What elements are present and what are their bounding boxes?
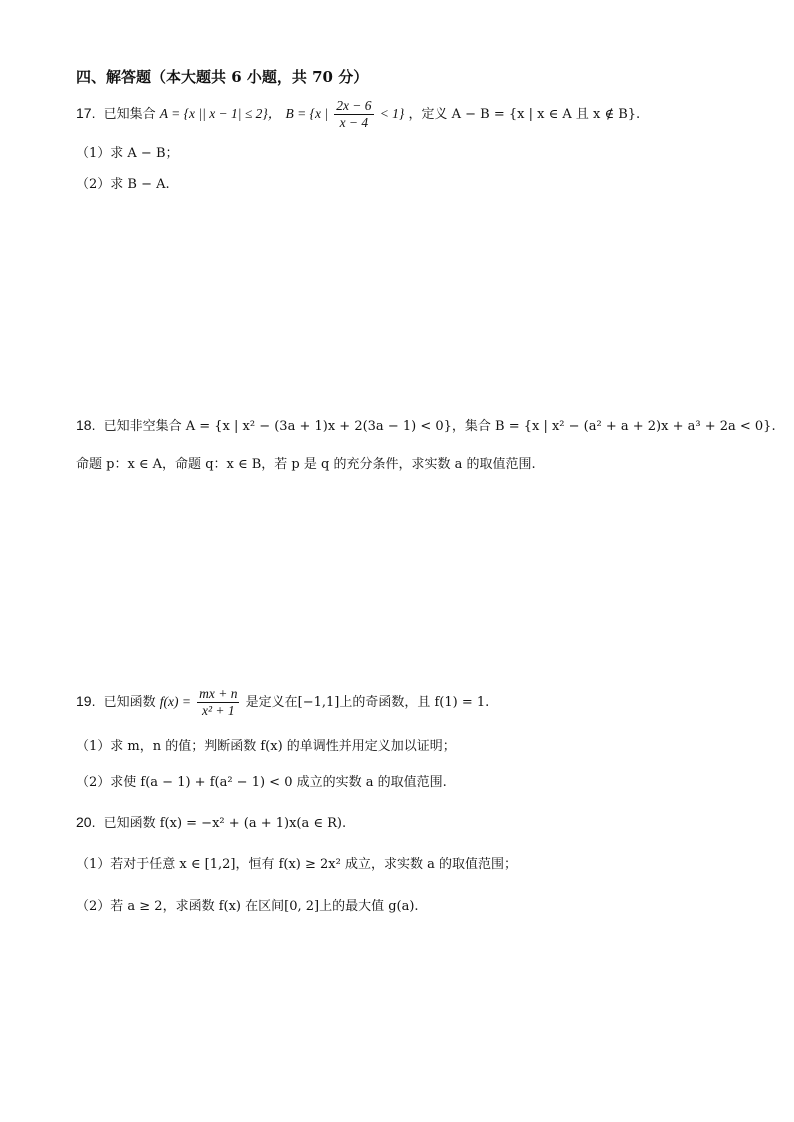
question-19 [76, 686, 489, 719]
fraction-denominator: x² + 1 [201, 703, 235, 718]
question-17 [76, 98, 640, 131]
fraction-numerator: mx + n [199, 686, 238, 701]
question-17-part-2: （2）求 B − A. [76, 177, 170, 192]
question-17-part-1: （1）求 A − B； [76, 146, 179, 161]
question-18 [76, 415, 776, 434]
question-number: 17. [76, 105, 96, 121]
question-stem: 已知函数 f(x) = −x² + (a + 1)x(a ∈ R). [103, 816, 347, 831]
set-a-expression: A = {x || x − 1| ≤ 2}， [159, 106, 282, 121]
question-20 [76, 812, 346, 831]
difference-definition: ，定义 A − B = {x | x ∈ A 且 x ∉ B}. [408, 107, 641, 122]
question-stem: 已知集合 [103, 107, 156, 122]
question-19-part-1: （1）求 m，n 的值；判断函数 f(x) 的单调性并用定义加以证明； [76, 739, 456, 754]
question-19-part-2: （2）求使 f(a − 1) + f(a² − 1) < 0 成立的实数 a 的取值范围. [76, 775, 447, 790]
question-number: 18. [76, 417, 96, 433]
question-20-part-2: （2）若 a ≥ 2，求函数 f(x) 在区间[0, 2]上的最大值 g(a). [76, 899, 419, 914]
function-name: f(x) = [159, 694, 191, 709]
question-number: 19. [76, 693, 96, 709]
fraction-denominator: x − 4 [339, 115, 369, 130]
question-number: 20. [76, 814, 96, 830]
set-b-fraction [334, 98, 373, 131]
question-18-propositions: 命题 p：x ∈ A，命题 q：x ∈ B，若 p 是 q 的充分条件，求实数 a 的取值范围. [76, 457, 536, 472]
set-b-left: B = {x | [285, 106, 329, 121]
set-b-right: < 1} [379, 106, 405, 121]
fraction-numerator: 2x − 6 [336, 98, 372, 113]
function-fraction [197, 686, 239, 719]
question-20-part-1: （1）若对于任意 x ∈ [1,2]，恒有 f(x) ≥ 2x² 成立，求实数 a 的取值范围； [76, 857, 517, 872]
question-stem: 已知非空集合 A = {x | x² − (3a + 1)x + 2(3a − 1) < 0}，集合 B = {x | x² − (a² + a + 2)x + a³ + 2a < 0}. [103, 419, 776, 434]
question-stem-continued: 是定义在[−1,1]上的奇函数，且 f(1) = 1. [245, 695, 490, 710]
question-stem: 已知函数 [103, 695, 156, 710]
section-heading: 四、解答题（本大题共 6 小题，共 70 分） [76, 68, 369, 86]
